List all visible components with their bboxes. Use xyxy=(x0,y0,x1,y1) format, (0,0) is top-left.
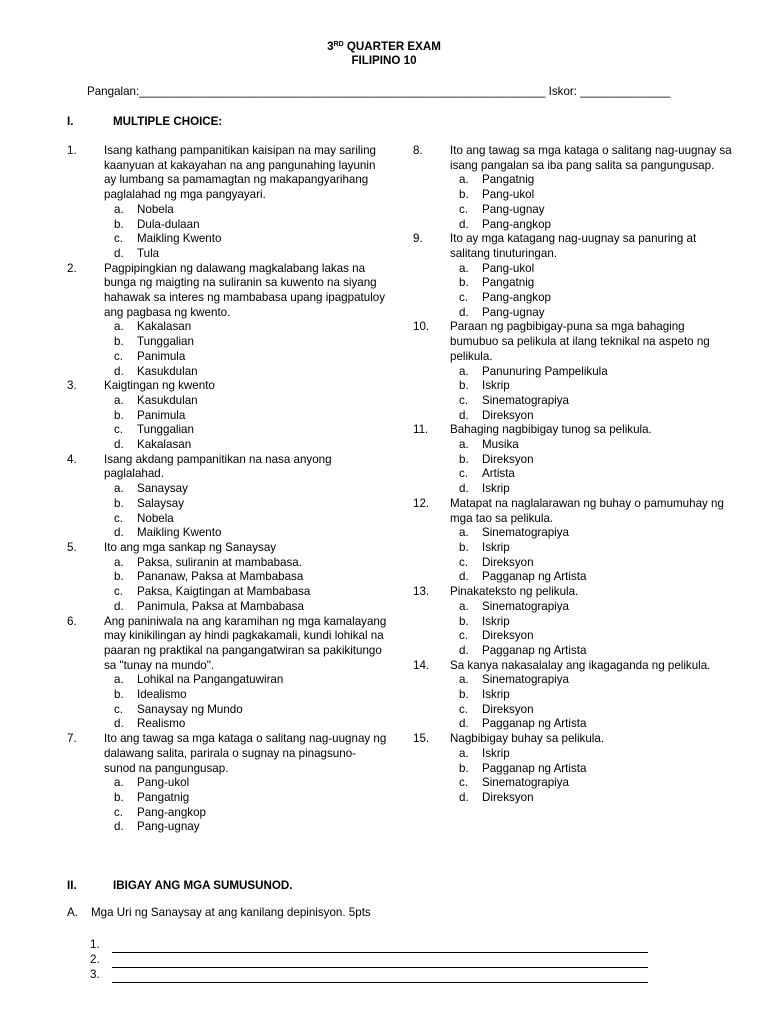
question-text: Ang paniniwala na ang karamihan ng mga kamalayang may kinikilingan ay hindi pagkakamali, kundi lohikal na paaran ng praktikal na pangangatwiran sa pakikitungo sa "tunay na mundo". xyxy=(104,614,387,672)
answer-choice[interactable] xyxy=(459,570,733,585)
question-item xyxy=(67,144,387,262)
choice-letter: c. xyxy=(459,393,469,407)
choice-letter: a. xyxy=(114,320,124,334)
answer-choice[interactable] xyxy=(114,820,387,835)
answer-choice[interactable] xyxy=(459,467,733,482)
choice-text: Iskrip xyxy=(482,379,510,393)
choice-letter: b. xyxy=(459,452,469,466)
choice-text: Iskrip xyxy=(482,746,510,760)
question-text: Pinakateksto ng pelikula. xyxy=(450,585,579,599)
section-1-heading: I. MULTIPLE CHOICE: xyxy=(67,115,223,128)
choice-text: Tula xyxy=(137,246,160,260)
questions-right-column xyxy=(413,144,733,806)
choice-text: Sanaysay ng Mundo xyxy=(137,702,243,716)
choice-text: Pang-ukol xyxy=(137,776,190,790)
answer-choice[interactable] xyxy=(114,556,387,571)
answer-choice[interactable] xyxy=(114,497,387,512)
choice-text: Pagganap ng Artista xyxy=(482,643,587,657)
choice-text: Pang-ugnay xyxy=(137,820,200,834)
answer-choice[interactable] xyxy=(114,423,387,438)
choice-text: Sanaysay xyxy=(137,482,188,496)
choice-text: Maikling Kwento xyxy=(137,526,222,540)
question-number: 2. xyxy=(67,261,77,275)
section-2-heading: II. IBIGAY ANG MGA SUMUSUNOD. xyxy=(67,879,293,892)
question-item xyxy=(413,144,733,232)
answer-choice[interactable] xyxy=(114,320,387,335)
question-item xyxy=(413,423,733,497)
choice-text: Pang-ugnay xyxy=(482,202,545,216)
choice-text: Idealismo xyxy=(137,688,187,702)
choice-text: Sinematograpiya xyxy=(482,526,570,540)
choice-text: Pang-angkop xyxy=(482,217,551,231)
name-score-line: Pangalan:_______________________________________________________________ Iskor: ______________ xyxy=(87,85,671,98)
choice-letter: d. xyxy=(459,408,469,422)
answer-choice[interactable] xyxy=(114,512,387,527)
choice-letter: c. xyxy=(459,776,469,790)
question-item xyxy=(413,497,733,585)
choice-letter: b. xyxy=(459,688,469,702)
question-number: 14. xyxy=(413,658,430,672)
answer-choice[interactable] xyxy=(114,438,387,453)
choice-text: Direksyon xyxy=(482,555,534,569)
question-text: Kaigtingan ng kwento xyxy=(104,379,215,393)
choice-letter: b. xyxy=(459,379,469,393)
choice-letter: a. xyxy=(114,673,124,687)
answer-choice[interactable] xyxy=(114,585,387,600)
choice-letter: d. xyxy=(459,217,469,231)
question-number: 1. xyxy=(67,144,77,157)
choice-letter: a. xyxy=(459,599,469,613)
choice-letter: b. xyxy=(114,790,124,804)
choice-text: Kasukdulan xyxy=(137,364,198,378)
choice-text: Direksyon xyxy=(482,790,534,804)
choice-text: Pang-ukol xyxy=(482,261,535,275)
question-text: Ito ang tawag sa mga kataga o salitang nag-uugnay sa isang pangalan sa iba pang salita sa pangungusap. xyxy=(450,144,732,172)
choice-letter: a. xyxy=(114,555,124,569)
answer-choice[interactable] xyxy=(459,218,733,233)
choice-letter: c. xyxy=(114,805,124,819)
question-number: 4. xyxy=(67,452,77,466)
choice-letter: b. xyxy=(114,570,124,584)
choice-text: Pangatnig xyxy=(482,276,535,290)
answer-line[interactable]: 3. xyxy=(90,968,648,983)
choice-text: Panimula xyxy=(137,408,186,422)
choice-letter: d. xyxy=(114,599,124,613)
question-text: Paraan ng pagbibigay-puna sa mga bahaging bumubuo sa pelikula at ilang teknikal na aspeto ng pelikula. xyxy=(450,320,710,363)
answer-choice[interactable] xyxy=(114,806,387,821)
question-item xyxy=(413,232,733,320)
choice-text: Sinematograpiya xyxy=(482,393,570,407)
choice-text: Sinematograpiya xyxy=(482,776,570,790)
choice-text: Panimula xyxy=(137,349,186,363)
answer-choice[interactable] xyxy=(114,570,387,585)
choice-letter: a. xyxy=(459,261,469,275)
choice-text: Pang-ukol xyxy=(482,188,535,202)
answer-choice[interactable] xyxy=(459,438,733,453)
choice-text: Kakalasan xyxy=(137,438,192,452)
answer-choice[interactable] xyxy=(459,482,733,497)
question-number: 15. xyxy=(413,732,430,746)
choice-letter: d. xyxy=(459,643,469,657)
answer-choice[interactable] xyxy=(459,173,733,188)
choice-text: Direksyon xyxy=(482,629,534,643)
choice-text: Pananaw, Paksa at Mambabasa xyxy=(137,570,304,584)
question-text: Ito ang mga sankap ng Sanaysay xyxy=(104,540,277,554)
choice-letter: a. xyxy=(459,364,469,378)
question-item xyxy=(67,732,387,835)
answer-line[interactable]: 1. xyxy=(90,938,648,953)
choice-letter: b. xyxy=(114,408,124,422)
choice-letter: d. xyxy=(114,526,124,540)
choice-text: Dula-dulaan xyxy=(137,217,200,231)
question-number: 6. xyxy=(67,614,77,628)
answer-choice[interactable] xyxy=(459,615,733,630)
answer-choice[interactable] xyxy=(459,306,733,321)
answer-choice[interactable] xyxy=(114,482,387,497)
choice-text: Iskrip xyxy=(482,540,510,554)
choice-text: Iskrip xyxy=(482,688,510,702)
choice-letter: c. xyxy=(114,349,124,363)
choice-text: Iskrip xyxy=(482,614,510,628)
answer-choice[interactable] xyxy=(114,218,387,233)
choice-letter: d. xyxy=(114,717,124,731)
choice-letter: d. xyxy=(114,438,124,452)
choice-letter: c. xyxy=(459,202,469,216)
choice-text: Salaysay xyxy=(137,496,185,510)
choice-text: Realismo xyxy=(137,717,186,731)
answer-choice[interactable] xyxy=(114,526,387,541)
choice-text: Kakalasan xyxy=(137,320,192,334)
question-item xyxy=(67,615,387,733)
choice-letter: c. xyxy=(459,629,469,643)
choice-text: Musika xyxy=(482,438,519,452)
question-item xyxy=(413,585,733,659)
choice-text: Pang-angkop xyxy=(482,291,551,305)
question-item xyxy=(67,541,387,615)
question-number: 7. xyxy=(67,732,77,746)
answer-choice[interactable] xyxy=(459,747,733,762)
part-a-instruction: A. Mga Uri ng Sanaysay at ang kanilang depinisyon. 5pts xyxy=(67,906,371,919)
choice-letter: c. xyxy=(459,702,469,716)
choice-letter: a. xyxy=(459,673,469,687)
choice-letter: a. xyxy=(459,438,469,452)
question-text: Nagbibigay buhay sa pelikula. xyxy=(450,732,605,746)
choice-letter: d. xyxy=(459,305,469,319)
choice-text: Sinematograpiya xyxy=(482,673,570,687)
choice-text: Pang-angkop xyxy=(137,805,206,819)
answer-choice[interactable] xyxy=(114,365,387,380)
choice-text: Paksa, Kaigtingan at Mambabasa xyxy=(137,585,311,599)
choice-letter: a. xyxy=(459,173,469,187)
question-text: Sa kanya nakasalalay ang ikagaganda ng pelikula. xyxy=(450,658,711,672)
exam-title: 3RD QUARTER EXAM xyxy=(327,40,441,53)
answer-choice[interactable] xyxy=(459,453,733,468)
choice-letter: b. xyxy=(459,540,469,554)
choice-text: Pangatnig xyxy=(482,173,535,187)
choice-text: Kasukdulan xyxy=(137,393,198,407)
choice-letter: d. xyxy=(459,482,469,496)
answer-choice[interactable] xyxy=(459,409,733,424)
choice-text: Paksa, suliranin at mambabasa. xyxy=(137,555,302,569)
answer-choice[interactable] xyxy=(114,717,387,732)
exam-header xyxy=(0,40,768,68)
answer-choice[interactable] xyxy=(459,629,733,644)
answer-choice[interactable] xyxy=(459,365,733,380)
choice-letter: a. xyxy=(459,746,469,760)
question-text: Matapat na naglalarawan ng buhay o pamumuhay ng mga tao sa pelikula. xyxy=(450,496,724,525)
question-number: 9. xyxy=(413,232,423,246)
choice-text: Panimula, Paksa at Mambabasa xyxy=(137,599,304,613)
choice-letter: d. xyxy=(459,570,469,584)
choice-text: Pagganap ng Artista xyxy=(482,570,587,584)
choice-text: Direksyon xyxy=(482,702,534,716)
choice-letter: c. xyxy=(114,585,124,599)
question-item xyxy=(413,320,733,423)
choice-letter: c. xyxy=(459,555,469,569)
answer-choice[interactable] xyxy=(459,394,733,409)
choice-letter: d. xyxy=(114,820,124,834)
subject-title: FILIPINO 10 xyxy=(351,54,417,67)
choice-letter: c. xyxy=(459,467,469,481)
choice-letter: a. xyxy=(114,393,124,407)
choice-letter: c. xyxy=(114,702,124,716)
choice-letter: a. xyxy=(114,482,124,496)
answer-choice[interactable] xyxy=(114,673,387,688)
question-number: 8. xyxy=(413,144,423,157)
choice-text: Maikling Kwento xyxy=(137,232,222,246)
question-number: 10. xyxy=(413,320,430,334)
answer-choice[interactable] xyxy=(114,600,387,615)
answer-choice[interactable] xyxy=(114,776,387,791)
choice-letter: d. xyxy=(114,246,124,260)
question-item xyxy=(413,659,733,733)
question-text: Ito ang tawag sa mga kataga o salitang nag-uugnay ng dalawang salita, parirala o sugnay na pinagsuno-sunod na pangungusap. xyxy=(104,732,387,775)
answer-choice[interactable] xyxy=(114,350,387,365)
question-number: 13. xyxy=(413,585,430,599)
choice-letter: b. xyxy=(459,188,469,202)
answer-choice[interactable] xyxy=(459,673,733,688)
question-number: 3. xyxy=(67,379,77,393)
choice-text: Tunggalian xyxy=(137,423,194,437)
choice-letter: c. xyxy=(114,423,124,437)
answer-choice[interactable] xyxy=(459,188,733,203)
choice-text: Pang-ugnay xyxy=(482,305,545,319)
choice-letter: d. xyxy=(114,364,124,378)
choice-text: Tunggalian xyxy=(137,335,194,349)
choice-text: Pangatnig xyxy=(137,790,190,804)
answer-choice[interactable] xyxy=(459,291,733,306)
answer-choice[interactable] xyxy=(114,335,387,350)
answer-choice[interactable] xyxy=(114,688,387,703)
question-text: Isang kathang pampanitikan kaisipan na may sariling kaanyuan at kakayahan na ang pangunahing layunin ay lumbang sa pamamagtan ng makapangyarihang paglalahad ng mga pangyayari. xyxy=(104,144,376,202)
answer-choice[interactable] xyxy=(114,409,387,424)
choice-text: Direksyon xyxy=(482,408,534,422)
answer-choice[interactable] xyxy=(459,762,733,777)
answer-choice[interactable] xyxy=(459,556,733,571)
choice-letter: c. xyxy=(459,291,469,305)
choice-text: Pagganap ng Artista xyxy=(482,761,587,775)
choice-letter: a. xyxy=(459,526,469,540)
choice-letter: a. xyxy=(114,202,124,216)
choice-letter: d. xyxy=(459,717,469,731)
question-number: 12. xyxy=(413,496,430,510)
choice-letter: c. xyxy=(114,232,124,246)
question-item xyxy=(67,262,387,380)
answer-choice[interactable] xyxy=(459,644,733,659)
answer-choice[interactable] xyxy=(459,688,733,703)
choice-letter: a. xyxy=(114,776,124,790)
question-text: Bahaging nagbibigay tunog sa pelikula. xyxy=(450,423,652,437)
choice-text: Nobela xyxy=(137,511,174,525)
choice-text: Pagganap ng Artista xyxy=(482,717,587,731)
answer-choice[interactable] xyxy=(114,703,387,718)
answer-choice[interactable] xyxy=(114,232,387,247)
answer-choice[interactable] xyxy=(459,262,733,277)
answer-choice[interactable] xyxy=(459,791,733,806)
choice-letter: c. xyxy=(114,511,124,525)
choice-text: Lohikal na Pangangatuwiran xyxy=(137,673,284,687)
choice-text: Direksyon xyxy=(482,452,534,466)
answer-choice[interactable] xyxy=(459,776,733,791)
choice-text: Artista xyxy=(482,467,515,481)
question-text: Pagpipingkian ng dalawang magkalabang lakas na bunga ng maigting na suliranin sa kuwento na siyang hahawak sa interes ng mambabasa upang ipagpatuloy ang pagbasa ng kwento. xyxy=(104,261,386,319)
questions-left-column xyxy=(67,144,387,835)
answer-choice[interactable] xyxy=(459,717,733,732)
choice-letter: b. xyxy=(459,614,469,628)
question-item xyxy=(67,453,387,541)
choice-letter: b. xyxy=(114,217,124,231)
answer-choice[interactable] xyxy=(459,526,733,541)
choice-letter: b. xyxy=(114,496,124,510)
answer-choice[interactable] xyxy=(114,203,387,218)
choice-text: Panunuring Pampelikula xyxy=(482,364,608,378)
answer-choice[interactable] xyxy=(114,394,387,409)
question-text: Ito ay mga katagang nag-uugnay sa panuring at salitang tinuturingan. xyxy=(450,232,697,260)
answer-choice[interactable] xyxy=(459,600,733,615)
question-number: 5. xyxy=(67,540,77,554)
answer-choice[interactable] xyxy=(114,791,387,806)
answer-choice[interactable] xyxy=(459,203,733,218)
question-text: Isang akdang pampanitikan na nasa anyong paglalahad. xyxy=(104,452,332,481)
question-item xyxy=(413,732,733,806)
choice-letter: b. xyxy=(459,276,469,290)
answer-choice[interactable] xyxy=(459,379,733,394)
choice-letter: b. xyxy=(114,688,124,702)
answer-choice[interactable] xyxy=(114,247,387,262)
question-number: 11. xyxy=(413,423,429,437)
choice-letter: b. xyxy=(459,761,469,775)
question-item xyxy=(67,379,387,453)
choice-text: Nobela xyxy=(137,202,174,216)
answer-choice[interactable] xyxy=(459,276,733,291)
answer-line[interactable]: 2. xyxy=(90,953,648,968)
choice-text: Sinematograpiya xyxy=(482,599,570,613)
answer-choice[interactable] xyxy=(459,541,733,556)
answer-choice[interactable] xyxy=(459,703,733,718)
choice-letter: b. xyxy=(114,335,124,349)
choice-letter: d. xyxy=(459,790,469,804)
choice-text: Iskrip xyxy=(482,482,510,496)
